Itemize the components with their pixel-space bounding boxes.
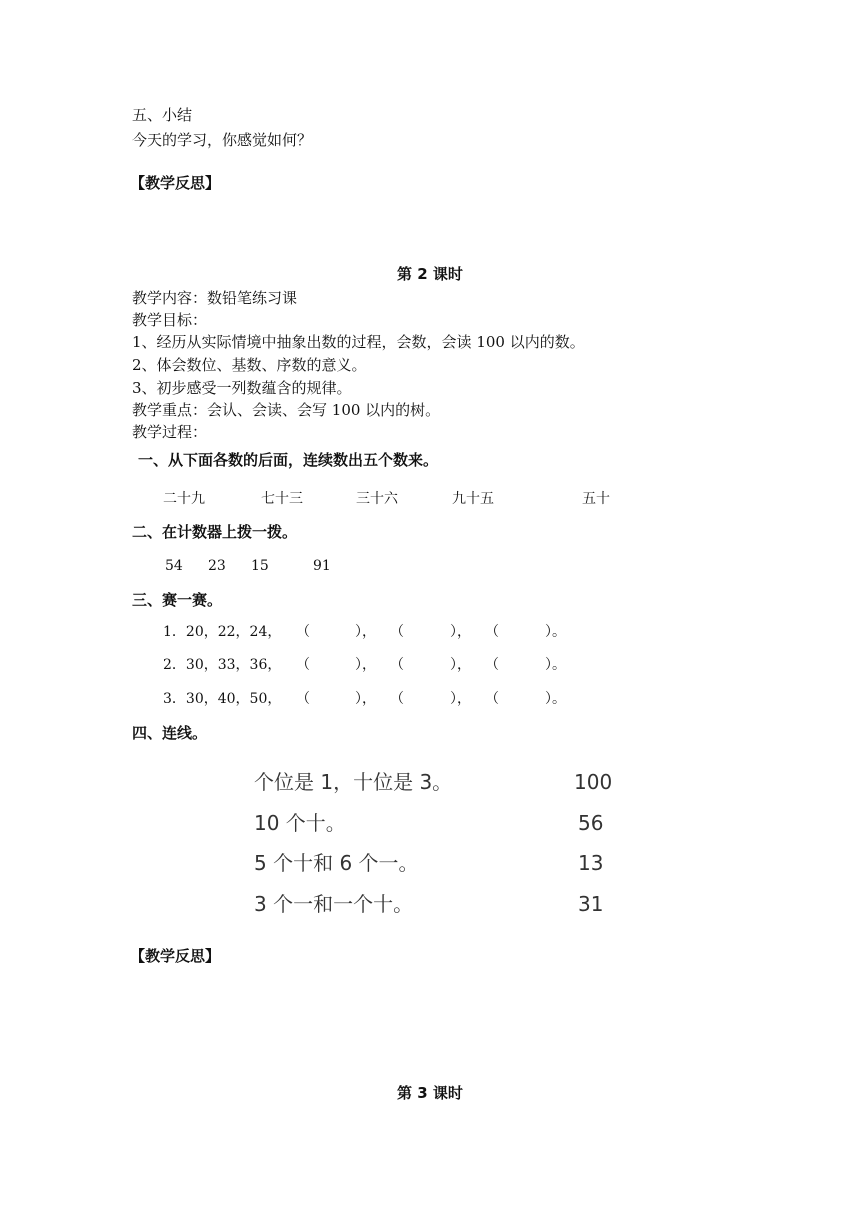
blank-open: （ <box>296 624 310 640</box>
lesson2-key-point: 教学重点：会认、会读、会写 100 以内的树。 <box>132 401 441 419</box>
section5-heading: 五、小结 <box>132 106 193 124</box>
lesson2-content: 教学内容：数铅笔练习课 <box>132 289 298 307</box>
matching-right-item: 13 <box>578 851 604 875</box>
matching-left-item: 5 个十和 6 个一。 <box>254 851 419 875</box>
lesson2-process-label: 教学过程： <box>132 423 208 441</box>
blank-open: （ <box>485 624 499 640</box>
exercise2-number: 23 <box>208 558 226 574</box>
matching-left-item: 个位是 1，十位是 3。 <box>254 770 453 794</box>
blank-open: （ <box>390 624 404 640</box>
reflection-heading: 【教学反思】 <box>130 174 221 192</box>
exercise2-number: 54 <box>165 558 183 574</box>
exercise1-numbers <box>0 489 860 509</box>
exercise1-number: 七十三 <box>261 491 303 507</box>
lesson2-reflection-heading: 【教学反思】 <box>130 947 221 965</box>
matching-right-item: 31 <box>578 892 604 916</box>
matching-right-item: 56 <box>578 811 604 835</box>
exercise3-heading: 三、赛一赛。 <box>132 591 223 609</box>
lesson2-goal-1: 1、经历从实际情境中抽象出数的过程，会数，会读 100 以内的数。 <box>132 333 585 351</box>
blank-open: （ <box>296 691 310 707</box>
lesson2-goal-2: 2、体会数位、基数、序数的意义。 <box>132 356 367 374</box>
exercise2-number: 15 <box>251 558 269 574</box>
exercise2-numbers <box>0 556 860 576</box>
exercise2-number: 91 <box>313 558 331 574</box>
section5-question: 今天的学习，你感觉如何？ <box>132 131 313 149</box>
exercise3-row <box>0 622 860 642</box>
blank-open: （ <box>390 657 404 673</box>
blank-open: （ <box>390 691 404 707</box>
blank-open: （ <box>485 691 499 707</box>
lesson2-title: 第 2 课时 <box>397 265 463 283</box>
matching-right-item: 100 <box>574 770 613 794</box>
blank-close: ）， <box>450 624 471 640</box>
exercise2-heading: 二、在计数器上拨一拨。 <box>132 523 298 541</box>
exercise1-number: 九十五 <box>452 491 494 507</box>
exercise3-row <box>0 655 860 675</box>
matching-left-item: 10 个十。 <box>254 811 346 835</box>
exercise1-heading: 一、从下面各数的后面，连续数出五个数来。 <box>138 451 439 469</box>
exercise3-prefix: 2．30，33，36， <box>163 657 282 673</box>
blank-open: （ <box>485 657 499 673</box>
exercise3-row <box>0 689 860 709</box>
exercise1-number: 三十六 <box>356 491 398 507</box>
blank-close: ）。 <box>545 657 566 673</box>
blank-close: ）， <box>355 691 376 707</box>
exercise1-number: 五十 <box>582 491 610 507</box>
blank-close: ）。 <box>545 624 566 640</box>
lesson3-title: 第 3 课时 <box>397 1084 463 1102</box>
matching-left-item: 3 个一和一个十。 <box>254 892 414 916</box>
blank-close: ）， <box>450 657 471 673</box>
blank-close: ）， <box>450 691 471 707</box>
blank-close: ）， <box>355 657 376 673</box>
blank-close: ）， <box>355 624 376 640</box>
exercise4-heading: 四、连线。 <box>132 724 208 742</box>
exercise1-number: 二十九 <box>163 491 205 507</box>
blank-close: ）。 <box>545 691 566 707</box>
exercise3-prefix: 3．30，40，50， <box>163 691 282 707</box>
lesson2-goals-label: 教学目标： <box>132 311 208 329</box>
lesson2-goal-3: 3、初步感受一列数蕴含的规律。 <box>132 379 352 397</box>
blank-open: （ <box>296 657 310 673</box>
exercise3-prefix: 1．20，22，24， <box>163 624 282 640</box>
